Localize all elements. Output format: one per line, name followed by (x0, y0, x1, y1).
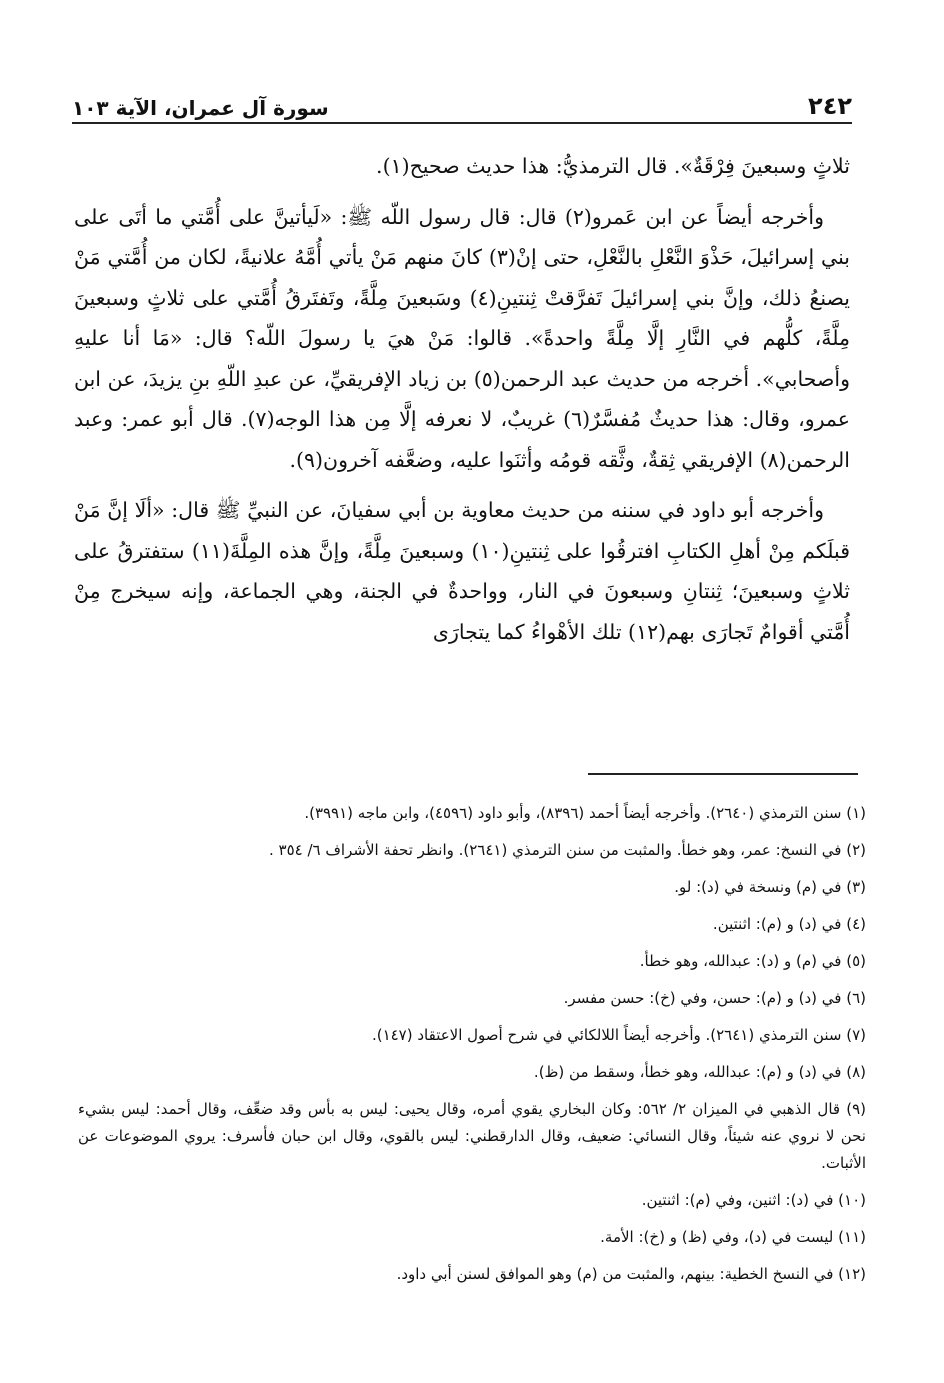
footnotes (78, 800, 866, 1298)
footnote-11: (١١) ليست في (د)، وفي (ظ) و (خ): الأمة. (600, 1228, 866, 1246)
paragraph-2: وأخرجه أيضاً عن ابن عَمرو(٢) قال: قال رسول اللّه ﷺ: «لَيأتينَّ على أُمَّتي ما أتَى على بني إسرائيلَ، حَذْوَ النَّعْلِ بالنَّعْلِ، حتى إنْ(٣) كانَ منهم مَنْ يأتي أُمَّهُ علانيةً، لكان من أُمَّتي مَنْ يصنعُ ذلك، وإنَّ بني إسرائيلَ تَفرَّقتْ ثِنتينِ(٤) وسَبعينَ مِلَّةً، وتَفتَرقُ أُمَّتي على ثلاثٍ وسبعينَ مِلَّةً، كلُّهم في النَّارِ إلَّا مِلَّةً واحدةً». قالوا: مَنْ هيَ يا رسولَ اللّه؟ قال: «مَا أنا عليهِ وأصحابي». أخرجه من حديث عبد الرحمن(٥) بن زياد الإفريقيِّ، عن عبدِ اللّهِ بنِ يزيدَ، عن ابن عمرو، وقال: هذا حديثٌ مُفسَّرٌ(٦) غريبٌ، لا نعرفه إلَّا مِن هذا الوجه(٧). قال أبو عمر: وعبد الرحمن(٨) الإفريقي ثِقةٌ، وثَّقه قومُه وأثنَوا عليه، وضعَّفه آخرون(٩). (74, 204, 850, 472)
footnote-7: (٧) سنن الترمذي (٢٦٤١). وأخرجه أيضاً اللالكائي في شرح أصول الاعتقاد (١٤٧). (371, 1026, 866, 1044)
page-header (72, 86, 852, 120)
footnote-12: (١٢) في النسخ الخطية: بينهم، والمثبت من (م) وهو الموافق لسنن أبي داود. (396, 1265, 866, 1283)
footnote-4: (٤) في (د) و (م): اثنتين. (712, 915, 866, 933)
header-rule (72, 122, 852, 124)
running-title: سورة آل عمران، الآية ١٠٣ (72, 96, 329, 120)
footnote-6: (٦) في (د) و (م): حسن، وفي (خ): حسن مفسر. (563, 989, 866, 1007)
footnote-8: (٨) في (د) و (م): عبدالله، وهو خطأ، وسقط من (ظ). (533, 1063, 866, 1081)
footnote-separator (588, 773, 858, 775)
footnote-2: (٢) في النسخ: عمر، وهو خطأ. والمثبت من سنن الترمذي (٢٦٤١). وانظر تحفة الأشراف ٦/ ٣٥٤ . (269, 841, 866, 859)
footnote-10: (١٠) في (د): اثنين، وفي (م): اثنتين. (641, 1191, 866, 1209)
footnote-3: (٣) في (م) ونسخة في (د): لو. (674, 878, 866, 896)
footnote-5: (٥) في (م) و (د): عبدالله، وهو خطأ. (639, 952, 866, 970)
footnote-1: (١) سنن الترمذي (٢٦٤٠). وأخرجه أيضاً أحمد (٨٣٩٦)، وأبو داود (٤٥٩٦)، وابن ماجه (٣٩٩١). (304, 804, 866, 822)
paragraph-3: وأخرجه أبو داود في سننه من حديث معاوية بن أبي سفيانَ، عن النبيِّ ﷺ قال: «ألَا إنَّ مَنْ قبلَكم مِنْ أهلِ الكتابِ افترقُوا على ثِنتينِ(١٠) وسبعينَ مِلَّةً، وإنَّ هذه المِلَّةَ(١١) ستفترقُ على ثلاثٍ وسبعينَ؛ ثِنتانِ وسبعونَ في النار، وواحدةٌ في الجنة، وهي الجماعة، وإنه سيخرج مِنْ أُمَّتي أقوامٌ تَجارَى بهم(١٢) تلك الأهْواءُ كما يتجارَى (74, 498, 850, 644)
footnote-9: (٩) قال الذهبي في الميزان ٢/ ٥٦٢: وكان البخاري يقوي أمره، وقال يحيى: ليس به بأس وقد ضعِّف، وقال أحمد: ليس بشيء نحن لا نروي عنه شيئاً، وقال النسائي: ضعيف، وقال الدارقطني: ليس بالقوي، وقال ابن حبان فأسرف: يروي الموضوعات عن الأثبات. (78, 1100, 867, 1172)
paragraph-1: ثلاثٍ وسبعينَ فِرْقَةٌ». قال الترمذيُّ: هذا حديث صحيح(١). (376, 154, 850, 178)
main-text (74, 146, 850, 652)
page-number: ٢٤٢ (808, 92, 852, 120)
